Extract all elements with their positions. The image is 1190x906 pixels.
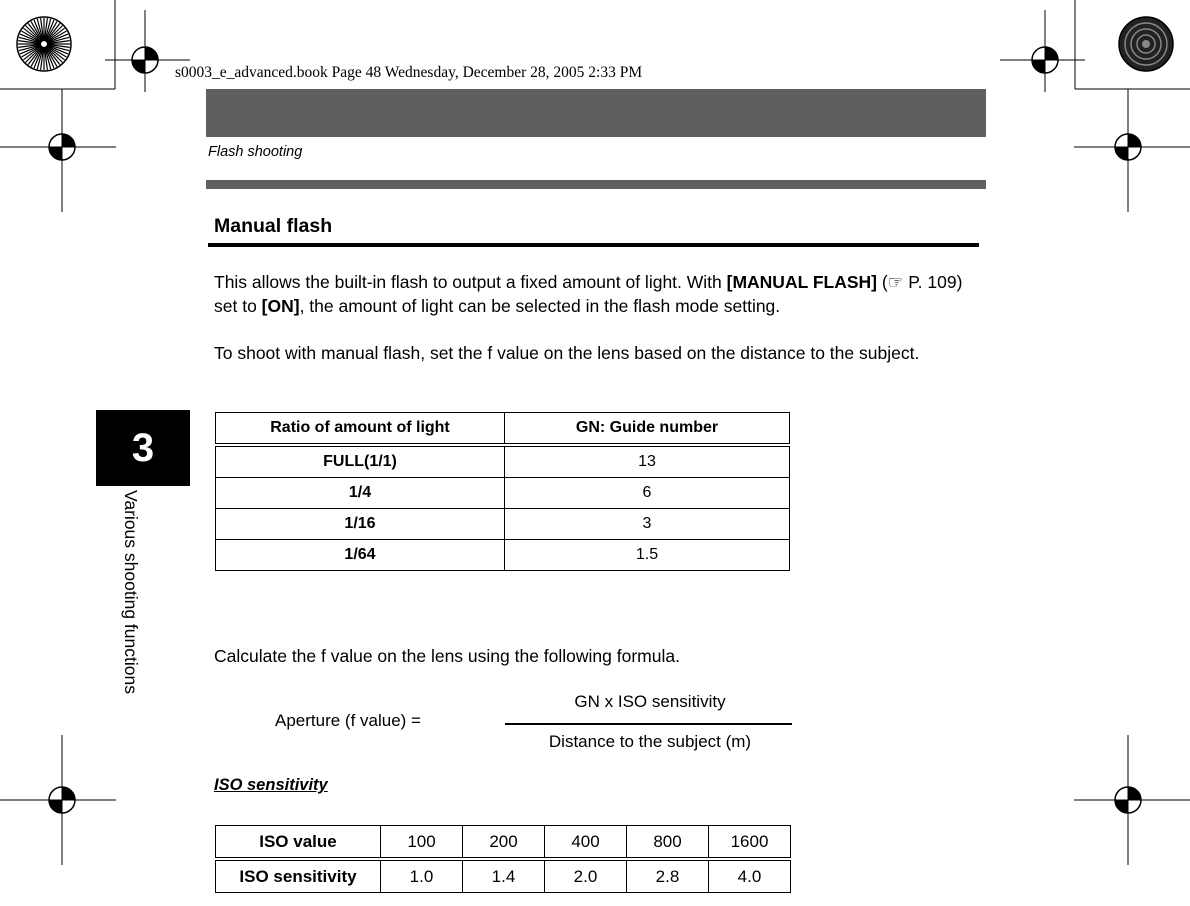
starburst-mark-icon	[17, 17, 1173, 71]
page-reference-icon: ☞	[887, 273, 904, 293]
formula-fraction-bar	[505, 723, 792, 725]
manual-flash-menu-ref: [MANUAL FLASH]	[726, 272, 877, 292]
table-cell: 400	[545, 826, 627, 860]
intro-text: P. 109) set to	[214, 272, 963, 316]
intro-text: (	[876, 272, 888, 292]
table-row	[216, 859, 791, 893]
chapter-number: 3	[96, 410, 190, 486]
formula-numerator: GN x ISO sensitivity	[574, 692, 726, 711]
calc-text: Calculate the f value on the lens using the following formula.	[214, 646, 680, 666]
section-label: Flash shooting	[208, 144, 303, 160]
table-row	[216, 445, 790, 478]
heading-rule	[208, 243, 979, 247]
chapter-side-title: Various shooting functions	[121, 490, 141, 694]
table-row	[216, 826, 791, 860]
table-row	[216, 478, 790, 509]
iso-table	[215, 825, 791, 893]
instruction-paragraph: To shoot with manual flash, set the f value on the lens based on the distance to the subject.	[214, 343, 920, 363]
table-cell: 800	[627, 826, 709, 860]
page-info: s0003_e_advanced.book Page 48 Wednesday, December 28, 2005 2:33 PM	[175, 64, 643, 81]
header-band	[206, 89, 986, 137]
on-setting-ref: [ON]	[261, 295, 300, 316]
intro-text: , the amount of light can be selected in the flash mode setting.	[299, 295, 781, 316]
table-header: Ratio of amount of light	[216, 413, 505, 446]
formula-denominator: Distance to the subject (m)	[548, 732, 752, 751]
heading: Manual flash	[214, 215, 333, 237]
table-cell: 1.4	[463, 859, 545, 893]
intro-text: This allows the built-in flash to output a fixed amount of light. With	[214, 272, 727, 292]
table-cell: 1/16	[216, 509, 505, 540]
table-cell: 6	[505, 478, 790, 509]
table-cell: 2.0	[545, 859, 627, 893]
table-row	[216, 540, 790, 571]
table-cell: 1/4	[216, 478, 505, 509]
flash-ratio-table	[215, 412, 790, 571]
table-cell: 13	[505, 445, 790, 478]
table-cell: 1.0	[381, 859, 463, 893]
section-rule	[206, 180, 986, 189]
table-cell: ISO value	[216, 826, 381, 860]
table-cell: 1600	[709, 826, 791, 860]
table-cell: 2.8	[627, 859, 709, 893]
table-cell: 100	[381, 826, 463, 860]
table-header: GN: Guide number	[505, 413, 790, 446]
table-cell: ISO sensitivity	[216, 859, 381, 893]
intro-paragraph	[214, 271, 984, 317]
table-cell: 200	[463, 826, 545, 860]
table-cell: FULL(1/1)	[216, 445, 505, 478]
table-cell: 1/64	[216, 540, 505, 571]
formula-lhs: Aperture (f value) =	[275, 711, 421, 730]
table-cell: 1.5	[505, 540, 790, 571]
table-row	[216, 509, 790, 540]
iso-heading: ISO sensitivity	[214, 776, 328, 794]
table-cell: 3	[505, 509, 790, 540]
table-cell: 4.0	[709, 859, 791, 893]
